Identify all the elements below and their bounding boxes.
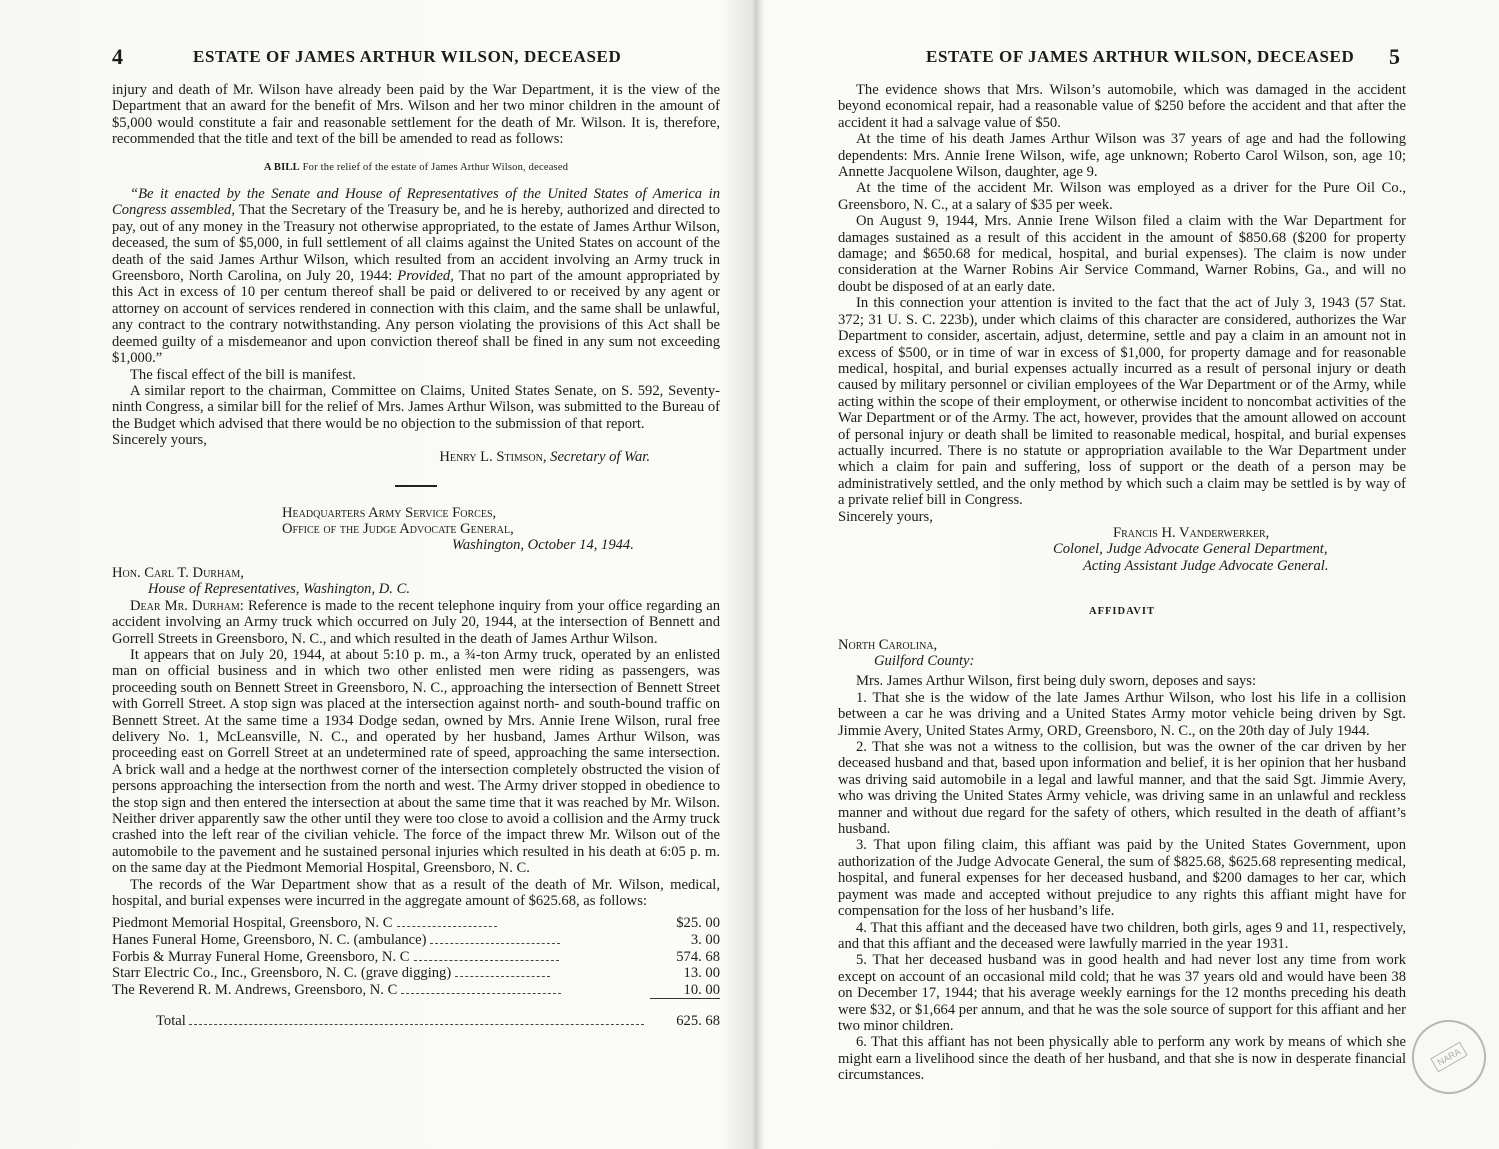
signer-name: Henry L. Stimson, <box>439 448 547 465</box>
paragraph: The fiscal effect of the bill is manifest. <box>130 366 356 383</box>
paragraph: The evidence shows that Mrs. Wilson’s automobile, which was damaged in the accident beyond economical repair, had a reasonable value of $250 before the accident and that after the accident it had a salvage value of $50. <box>838 82 1406 131</box>
running-head: ESTATE OF JAMES ARTHUR WILSON, DECEASED <box>193 47 622 66</box>
total-label: Total <box>156 1013 186 1030</box>
bill-text <box>112 186 720 366</box>
leader-dots <box>397 926 497 927</box>
expense-row <box>112 932 720 949</box>
leader-dots <box>414 960 559 961</box>
letter-paragraph <box>112 598 720 647</box>
expense-item: Starr Electric Co., Inc., Greensboro, N. C. (grave digging) <box>112 965 452 982</box>
expense-row <box>112 965 720 982</box>
signer-title: Secretary of War. <box>550 448 650 465</box>
addressee-place: House of Representatives, Washington, D. C. <box>148 581 410 598</box>
closing: Sincerely yours, <box>838 508 933 525</box>
expense-item: Hanes Funeral Home, Greensboro, N. C. (ambulance) <box>112 932 427 949</box>
letterhead-line: Office of the Judge Advocate General, <box>282 520 514 537</box>
expense-item-cell <box>112 949 650 966</box>
expense-row <box>112 949 720 966</box>
paragraph: In this connection your attention is invited to the fact that the act of July 3, 1943 (57 Stat. 372; 31 U. S. C. 223b), under which claims of this character are considered, authorizes the War Department to consider, ascertain, adjust, determine, settle and pay a claim in an amount not in excess of $500, or in time of war in excess of $1,000, for property damage and for reasonable medical, hospital, and burial expenses actually incurred as a result of personal injury or death caused by military personnel or civilian employees of the War Department or of the Army, while acting within the scope of their employment, or otherwise incident to noncombat activities of the War Department or of the Army. The act, however, provides that the amount allowed on account of personal injury or death shall be limited to reasonable medical, hospital, and burial expenses actually incurred. There is no statute or appropriation available to the War Department under which a claim for pain and suffering, loss of support or the death of a person may be administratively settled, and the only method by which such a claim may be settled is by way of a private relief bill in Congress. <box>838 295 1406 509</box>
affidavit-item: 4. That this affiant and the deceased have two children, both girls, ages 9 and 11, respectively, and that this affiant and the deceased were lawfully married in the year 1931. <box>838 919 1406 952</box>
expense-item-cell <box>112 965 650 982</box>
expense-item-cell <box>112 915 650 932</box>
running-head: ESTATE OF JAMES ARTHUR WILSON, DECEASED <box>926 47 1355 66</box>
expense-item-cell <box>112 982 650 999</box>
left-page-body <box>112 82 720 1030</box>
affidavit-item: 2. That she was not a witness to the collision, but was the owner of the car driven by her deceased husband and that, based upon information and belief, it is her opinion that her husband was driving said automobile in a legal and lawful manner, and that the said Sgt. Jimmie Avery, who was driving the United States Army vehicle, was driving same in an unlawful and reckless manner and without due regard for the safety of others, which resulted in the death of affiant’s husband. <box>838 739 1406 838</box>
affidavit-intro: Mrs. James Arthur Wilson, first being duly sworn, deposes and says: <box>856 673 1257 690</box>
signer-title: Acting Assistant Judge Advocate General. <box>1083 557 1329 574</box>
paragraph: It appears that on July 20, 1944, at about 5:10 p. m., a ¾-ton Army truck, operated by an enlisted man on official business and in which two other enlisted men were riding as passengers, was proceeding south on Bennett Street in Greensboro, N. C., approaching the intersection of Bennett Street with Gorrell Street. A stop sign was placed at the intersection against north- and south-bound traffic on Bennett Street. At the same time a 1934 Dodge sedan, owned by Mrs. Annie Irene Wilson, rural free delivery No. 1, McLeansville, N. C., and operated by her husband, James Arthur Wilson, was proceeding east on Gorrell Street at an undetermined rate of speed, approaching the same intersection. A brick wall and a hedge at the northwest corner of the intersection completely obstructed the vision of persons approaching the intersection from the north and west. The Army driver stopped in obedience to the stop sign and then entered the intersection at about the same time that it was reached by Mr. Wilson. Neither driver apparently saw the other until they were too close to avoid a collision and the Army truck crashed into the left rear of the civilian vehicle. The force of the impact threw Mr. Wilson out of the automobile to the pavement and he sustained personal injuries which resulted in his death at 6:05 p. m. on the same day at the Piedmont Memorial Hospital, Greensboro, N. C. <box>112 646 720 877</box>
bill-text-part2: That no part of the amount appropriated by this Act in excess of 10 per centum thereof shall be paid or delivered to or received by any agent or attorney on account of services rendered in connection with this claim, and the same shall be unlawful, any contract to the contrary notwithstanding. Any person violating the provisions of this Act shall be deemed guilty of a misdemeanor and upon conviction thereof shall be fined in any sum not exceeding $1,000.” <box>112 268 720 367</box>
affidavit-item: 5. That her deceased husband was in good health and had never lost any time from work except on account of an occasional mild cold; that he was 37 years old and would have been 38 on December 17, 1944; that his average weekly earnings for the 12 months preceding his death were $32, or $1,664 per annum, and that he was the sole source of support for this affiant and her two minor children. <box>838 952 1406 1034</box>
closing: Sincerely yours, <box>112 432 207 449</box>
signer-title: Colonel, Judge Advocate General Department, <box>1053 541 1328 558</box>
bill-title: For the relief of the estate of James Arthur Wilson, deceased <box>302 161 569 173</box>
signature-block <box>1053 525 1406 574</box>
letter-date: Washington, October 14, 1944. <box>452 536 634 553</box>
paragraph: At the time of his death James Arthur Wilson was 37 years of age and had the following dependents: Mrs. Annie Irene Wilson, wife, age unknown; Roberto Carol Wilson, son, age 10; Annette Jacquolene Wilson, daughter, age 9. <box>838 131 1406 181</box>
paragraph: On August 9, 1944, Mrs. Annie Irene Wilson filed a claim with the War Department for damages sustained as a result of this accident in the amount of $850.68 ($200 for property damage; and $650.68 for medical, hospital, and burial expenses). The claim is now under consideration at the Warner Robins Air Service Command, Warner Robins, Ga., and will no doubt be disposed of at an early date. <box>838 213 1406 295</box>
expense-item: Forbis & Murray Funeral Home, Greensboro, N. C <box>112 948 410 965</box>
expense-amount: 3. 00 <box>690 932 720 949</box>
expense-item-cell <box>112 932 650 949</box>
expense-item: The Reverend R. M. Andrews, Greensboro, N. C <box>112 982 398 999</box>
expense-item: Piedmont Memorial Hospital, Greensboro, N. C <box>112 915 393 932</box>
expense-amount: 574. 68 <box>676 948 720 965</box>
letterhead-line: Headquarters Army Service Forces, <box>282 504 497 521</box>
bill-label: A BILL <box>263 161 300 173</box>
affidavit-item: 6. That this affiant has not been physically able to perform any work by means of which she might earn a livelihood since the death of her husband, and that she is now in desperate financial circumstances. <box>838 1034 1406 1084</box>
total-row <box>112 999 720 1030</box>
bill-text-part1: That the Secretary of the Treasury be, and he is hereby, authorized and directed to pay, out of any money in the Treasury not otherwise appropriated, to the estate of James Arthur Wilson, deceased, the sum of $5,000, in full settlement of all claims against the United States on account of the death of the said James Arthur Wilson, which resulted from an accident involving an Army truck in Greensboro, North Carolina, on July 20, 1944: <box>112 202 721 285</box>
expense-amount: 13. 00 <box>683 965 720 982</box>
expense-row <box>112 982 720 999</box>
paragraph: injury and death of Mr. Wilson have already been paid by the War Department, it is the view of the Department that an award for the benefit of Mrs. Wilson and her two minor children in the amount of $5,000 would constitute a fair and reasonable settlement for the death of Mr. Wilson. It is, therefore, recommended that the title and text of the bill be amended to read as follows: <box>112 82 720 148</box>
venue-block <box>838 637 1406 670</box>
signature-block <box>112 449 650 465</box>
proviso-word: Provided, <box>397 268 454 285</box>
paragraph-text: Reference is made to the recent telephone inquiry from your office regarding an accident involving an Army truck which occurred on July 20, 1944, at the intersection of Bennett and Gorrell Streets in Greensboro, N. C., and which resulted in the death of James Arthur Wilson. <box>112 597 720 647</box>
paragraph: A similar report to the chairman, Committee on Claims, United States Senate, on S. 592, Seventy-ninth Congress, a similar bill for the relief of Mrs. James Arthur Wilson, was submitted to the Bureau of the Budget which advised that there would be no objection to the submission of that report. <box>112 382 720 432</box>
total-label-cell <box>112 999 650 1030</box>
expense-row <box>112 915 720 932</box>
paragraph: At the time of the accident Mr. Wilson was employed as a driver for the Pure Oil Co., Greensboro, N. C., at a salary of $35 per week. <box>838 180 1406 213</box>
leader-dots <box>189 1024 644 1025</box>
leader-dots <box>455 976 550 977</box>
venue-county: Guilford County: <box>874 653 975 669</box>
affidavit-item: 3. That upon filing claim, this affiant was paid by the United States Government, upon authorization of the Judge Advocate General, the sum of $825.68, $625.68 representing medical, hospital, and funeral expenses for her deceased husband, and $200 damages to her car, which payment was made and accepted without prejudice to any rights this affiant might have for compensation for the loss of her husband’s life. <box>838 837 1406 920</box>
paragraph: The records of the War Department show that as a result of the death of Mr. Wilson, medical, hospital, and burial expenses were incurred in the aggregate amount of $625.68, as follows: <box>112 876 720 910</box>
leader-dots <box>401 993 561 994</box>
page-number: 5 <box>1389 44 1400 69</box>
right-page <box>752 0 1499 1149</box>
affidavit-item: 1. That she is the widow of the late James Arthur Wilson, who lost his life in a collision between a car he was driving and a United States Army motor vehicle being driven by Sgt. Jimmie Avery, United States Army, ORD, Greensboro, N. C., on the 20th day of July 1944. <box>838 689 1406 739</box>
leader-dots <box>430 943 560 944</box>
letterhead <box>282 505 720 553</box>
stamp-text: NARA <box>1431 1042 1468 1072</box>
expense-amount: 10. 00 <box>683 981 720 998</box>
addressee-name: Hon. Carl T. Durham, <box>112 564 244 581</box>
venue-state: North Carolina, <box>838 636 938 653</box>
enacting-clause: “Be it enacted by the Senate and House of Representatives of the United States of America in Congress assembled, <box>112 186 720 219</box>
affidavit-heading: AFFIDAVIT <box>1089 606 1155 618</box>
divider <box>395 485 437 487</box>
right-page-body <box>838 82 1406 1084</box>
total-amount: 625. 68 <box>650 999 720 1030</box>
addressee-block <box>112 565 720 598</box>
expense-amount: $25. 00 <box>676 915 720 932</box>
signer-name: Francis H. Vanderwerker, <box>1113 524 1270 541</box>
expense-table <box>112 915 720 1030</box>
bill-heading <box>112 160 720 176</box>
page-number: 4 <box>112 44 123 69</box>
salutation: Dear Mr. Durham: <box>130 597 244 614</box>
